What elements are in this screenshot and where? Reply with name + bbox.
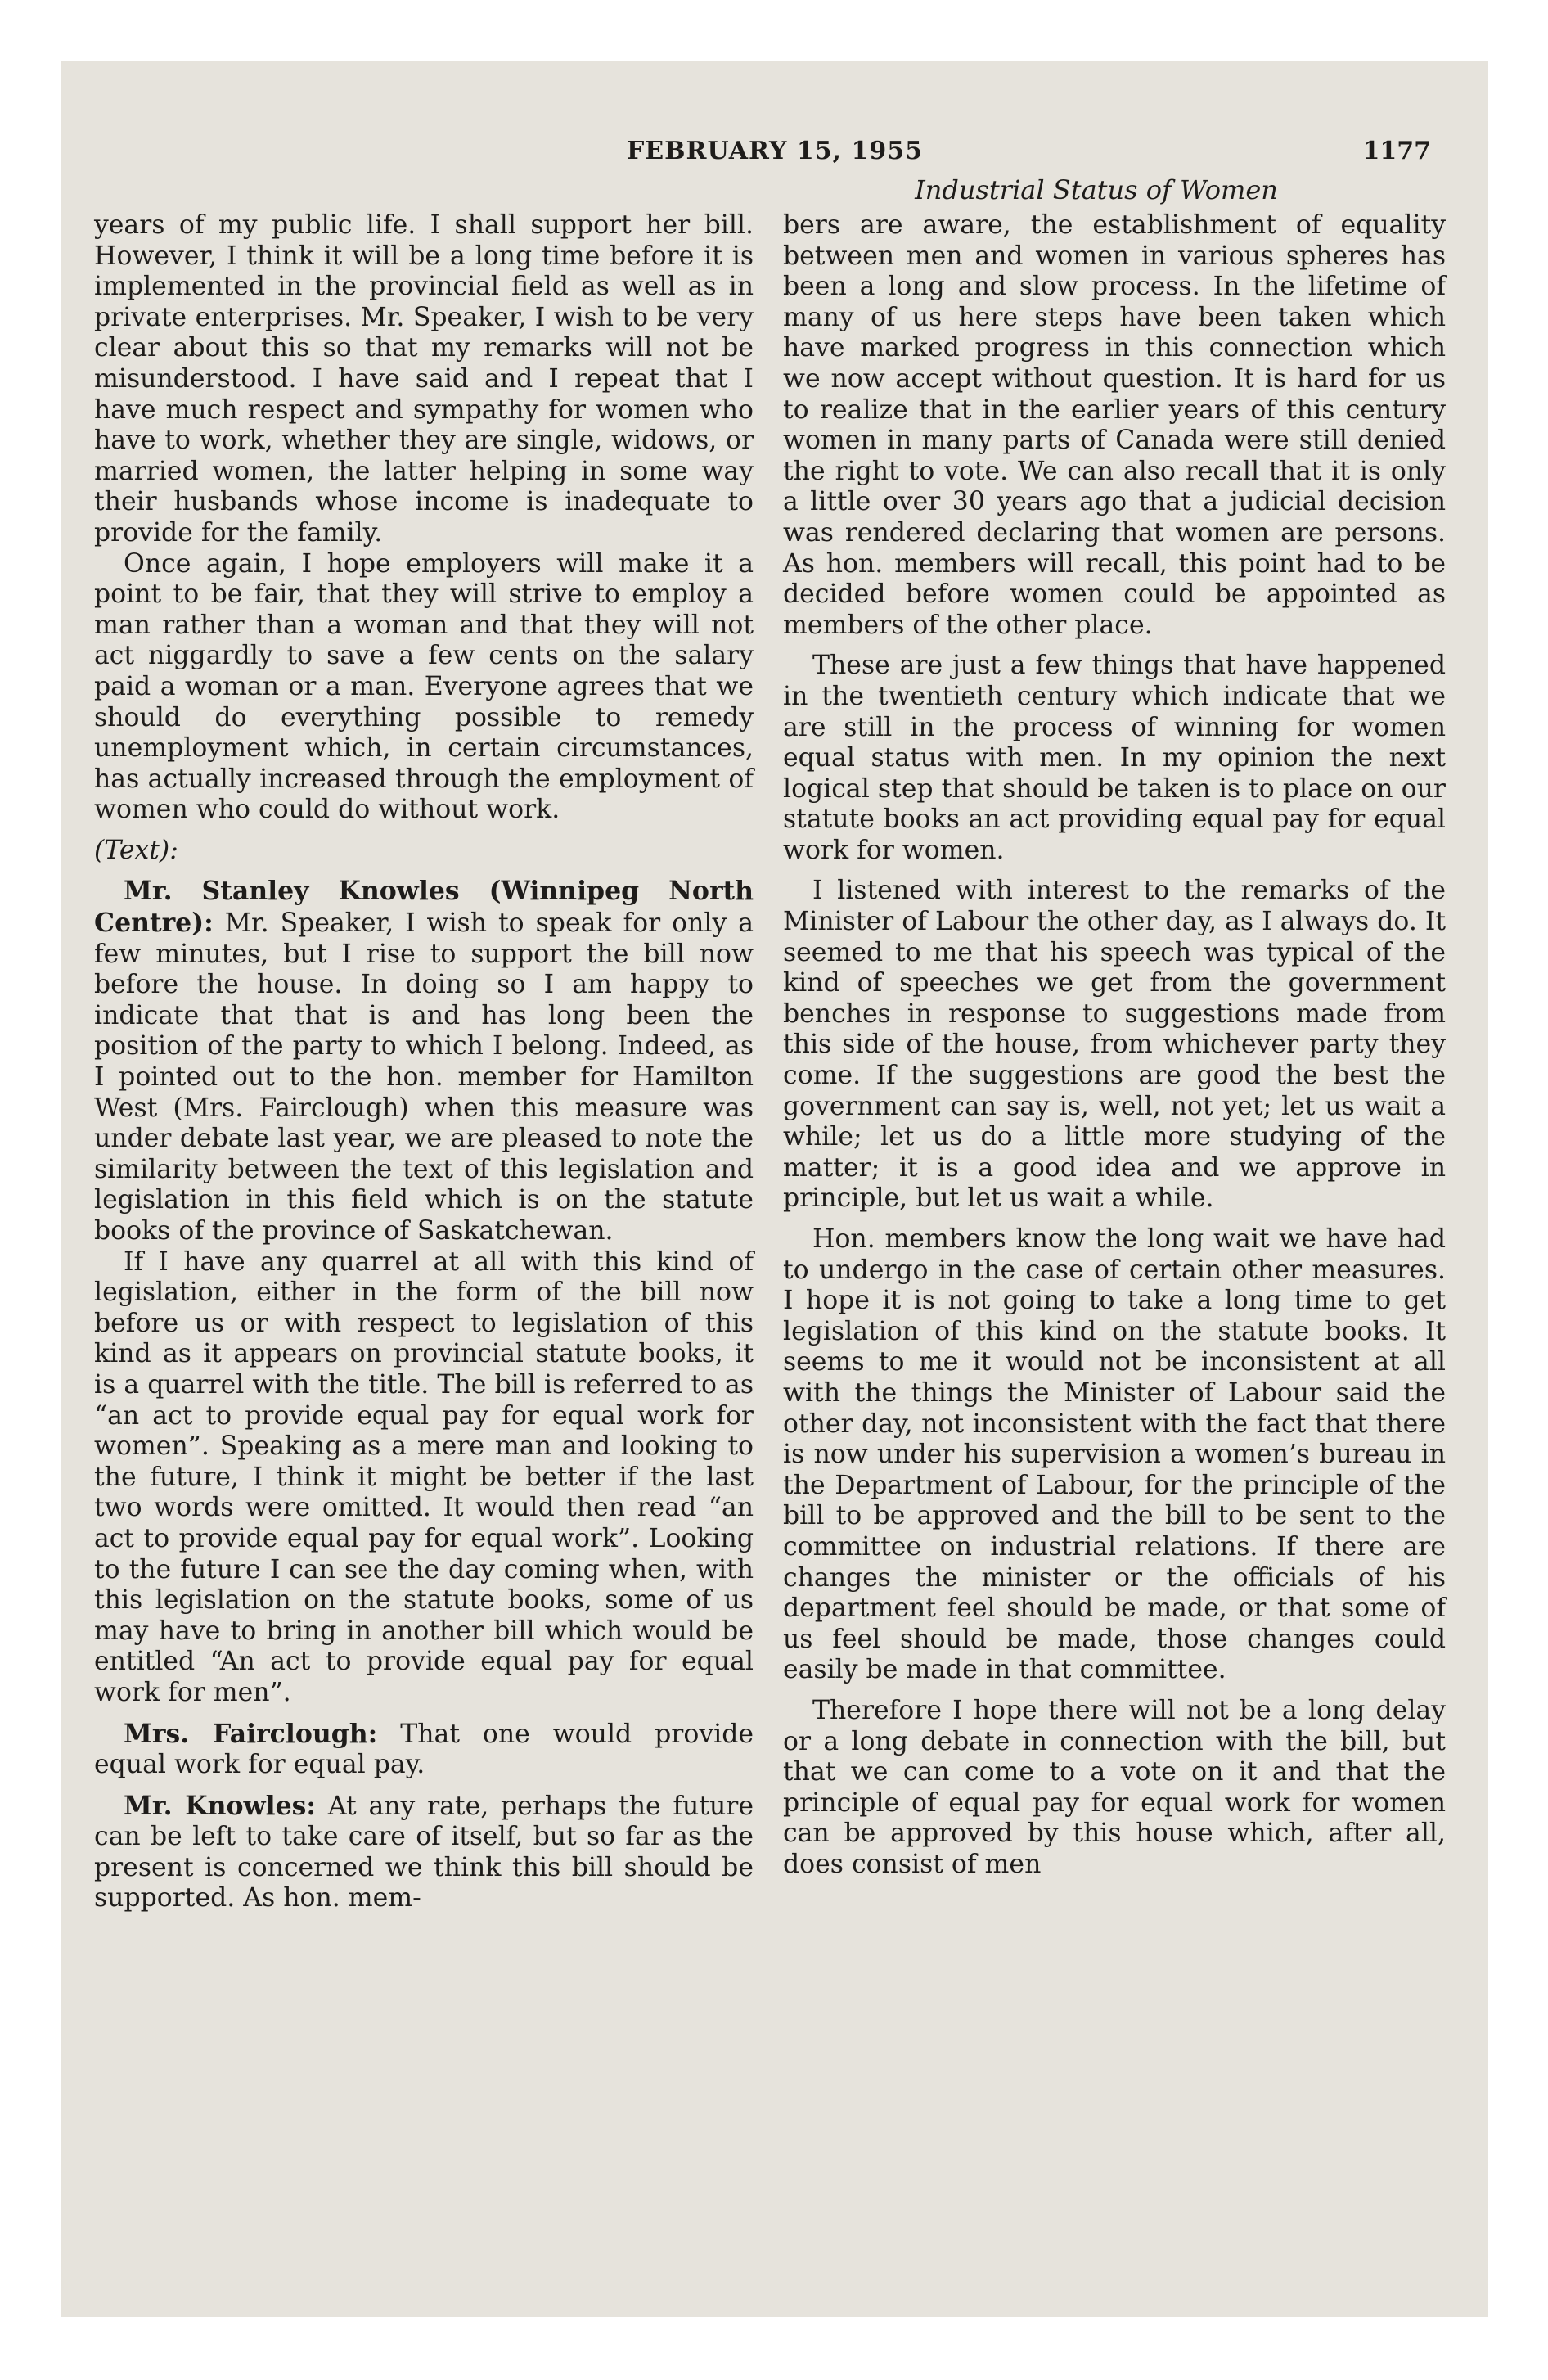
paragraph: I listened with interest to the remarks of the Minister of Labour the other day, as I always do. It seemed to me that his speech was typical of the kind of speeches we get from the government benches in response to suggestions made from this side of the house, from whichever party they come. If the suggestions are good the best the government can say is, well, not yet; let us wait a while; let us do a little more studying of the matter; it is a good idea and we approve in principle, but let us wait a while.: [783, 876, 1446, 1214]
paragraph: Therefore I hope there will not be a long delay or a long debate in connection with the bill, but that we can come to a vote on it and that the principle of equal pay for equal work for women can be approved by this house which, after all, does consist of men: [783, 1695, 1446, 1879]
paragraph: Hon. members know the long wait we have had to undergo in the case of certain other measures. I hope it is not going to take a long time to get legislation of this kind on the statute books. It seems to me it would not be inconsistent at all with the things the Minister of Labour said the other day, not inconsistent with the fact that there is now under his supervision a women’s bureau in the Department of Labour, for the principle of the bill to be approved and the bill to be sent to the committee on industrial relations. If there are changes the minister or the officials of his department feel should be made, or that some of us feel should be made, those changes could easily be made in that committee.: [783, 1224, 1446, 1685]
speech-paragraph: [94, 876, 754, 1246]
right-column: [783, 210, 1446, 1880]
section-subtitle: Industrial Status of Women: [915, 174, 1278, 205]
paragraph: Once again, I hope employers will make it a point to be fair, that they will strive to employ a man rather than a woman and that they will not act niggardly to save a few cents on the salary paid a woman or a man. Everyone agrees that we should do everything possible to remedy unemployment which, in certain circumstances, has actually increased through the employment of women who could do without work.: [94, 548, 754, 825]
paragraph: These are just a few things that have happened in the twentieth century which indicate that we are still in the process of winning for women equal status with men. In my opinion the next logical step that should be taken is to place on our statute books an act providing equal pay for equal work for women.: [783, 651, 1446, 865]
speech-text: That one would provide equal work for equal pay.: [94, 1719, 754, 1780]
speech-paragraph: [94, 1791, 754, 1914]
text-label: (Text):: [94, 835, 178, 865]
speaker-name: Mr. Stanley Knowles (Winnipeg North Centre):: [94, 876, 754, 939]
left-column: [94, 210, 754, 1914]
page-number: 1177: [1362, 137, 1431, 165]
page-date: FEBRUARY 15, 1955: [627, 137, 923, 165]
paragraph: If I have any quarrel at all with this kind of legislation, either in the form of the bill now before us or with respect to legislation of this kind as it appears on provincial statute books, it is a quarrel with the title. The bill is referred to as “an act to provide equal pay for equal work for women”. Speaking as a mere man and looking to the future, I think it might be better if the last two words were omitted. It would then read “an act to provide equal pay for equal work”. Looking to the future I can see the day coming when, with this legislation on the statute books, some of us may have to bring in another bill which would be entitled “An act to provide equal pay for equal work for men”.: [94, 1246, 754, 1707]
paragraph: years of my public life. I shall support her bill. However, I think it will be a long time before it is implemented in the provincial field as well as in private enterprises. Mr. Speaker, I wish to be very clear about this so that my remarks will not be misunderstood. I have said and I repeat that I have much respect and sympathy for women who have to work, whether they are single, widows, or married women, the latter helping in some way their husbands whose income is inadequate to provide for the family.: [94, 210, 754, 548]
scanned-page: [61, 61, 1488, 2317]
speaker-name: Mr. Knowles:: [124, 1790, 317, 1821]
speech-text: At any rate, perhaps the future can be left to take care of itself, but so far as the present is concerned we think this bill should be supported. As hon. mem-: [94, 1791, 754, 1913]
paragraph: bers are aware, the establishment of equality between men and women in various spheres has been a long and slow process. In the lifetime of many of us here steps have been taken which have marked progress in this connection which we now accept without question. It is hard for us to realize that in the earlier years of this century women in many parts of Canada were still denied the right to vote. We can also recall that it is only a little over 30 years ago that a judicial decision was rendered declaring that women are persons. As hon. members will recall, this point had to be decided before women could be appointed as members of the other place.: [783, 210, 1446, 640]
speech-paragraph: [94, 1719, 754, 1781]
speech-text: Mr. Speaker, I wish to speak for only a few minutes, but I rise to support the bill now before the house. In doing so I am happy to indicate that that is and has long been the position of the party to which I belong. Indeed, as I pointed out to the hon. member for Hamilton West (Mrs. Fairclough) when this measure was under debate last year, we are pleased to note the similarity between the text of this legislation and legislation in this field which is on the statute books of the province of Saskatchewan.: [94, 908, 754, 1246]
running-head: [61, 137, 1488, 169]
speaker-name: Mrs. Fairclough:: [124, 1718, 378, 1749]
